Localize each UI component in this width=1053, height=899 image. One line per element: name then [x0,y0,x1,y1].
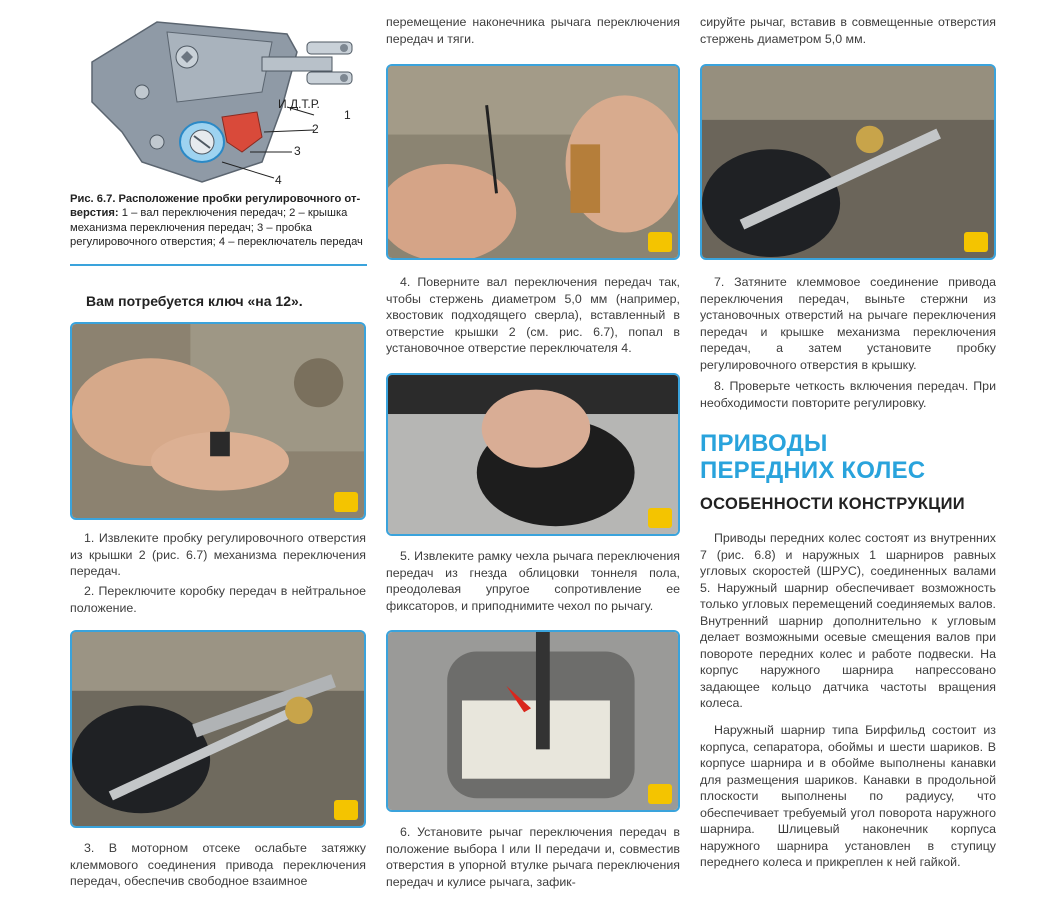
step8-text: 8. Проверьте четкость включения передач. При необходимости повторите регулировку. [700,379,996,410]
figure-caption [70,192,367,249]
callout-idtr: И Д.Т.Р. [278,97,320,111]
section-paragraph-2: Наружный шарнир типа Бирфильд состоит из корпуса, сепаратора, обоймы и шести шариков. В корпусе шарнира и в обойме выполнены канавки для размещения шариков. Канавки в продольной плоскости выполнены по радиусу, что обеспечивает требуемый угол поворота наружного шарнира. Шлицевый наконечник корпуса наружного шарнира установлен в ступицу переднего колеса и прикреплен к ней гайкой. [700,723,996,869]
section-title-line1: ПРИВОДЫ [700,430,828,457]
tool-badge [334,800,358,820]
photo-step7 [700,64,996,260]
caption-body: 1 – вал переключения передач; 2 – крышка механизма переключения передач; 3 – пробка регулировочного отверстия; 4 – переключатель передач [70,207,363,248]
gearbox-diagram [82,12,367,187]
step3-text: 3. В моторном отсеке ослабьте затяжку клеммового соединения привода переключения передач, обеспечив свободное взаимное [70,841,366,888]
step6-text: 6. Установите рычаг переключения передач в положение выбора I или II передачи и, совместив отверстия в упорной втулке рычага переключения передач и кулисе рычага, зафик- [386,825,680,889]
section-subtitle: ОСОБЕННОСТИ КОНСТРУКЦИИ [700,495,965,513]
step4-text: 4. Поверните вал переключения передач так, чтобы стержень диаметром 5,0 мм (например, хвостовик подходящего сверла), вставленный в отверстие крышки 2 (см. рис. 6.7), попал в установочное отверстие переключателя 4. [386,275,680,355]
photo-step6 [386,630,680,812]
section-title-line2: ПЕРЕДНИХ КОЛЕС [700,457,926,484]
photo-step1 [70,322,366,520]
tool-badge [964,232,988,252]
photo-step5 [386,373,680,536]
section-paragraph-1: Приводы передних колес состоят из внутренних 7 (рис. 6.8) и наружных 1 шарниров равных угловых скоростей (ШРУС), соединенных валами 5. Наружный шарнир обеспечивает возможность только угловых перемещений соединяемых валов. Внутренний шарнир дополнительно к угловым делает возможными осевые смещения валов при повороте передних колес и работе подвески. На корпус наружного шарнира напрессовано задающее кольцо датчика частоты вращения колеса. [700,531,996,710]
section-title [700,430,925,484]
step2-text: 2. Переключите коробку передач в нейтральное положение. [70,584,366,615]
tool-badge [334,492,358,512]
callout-4: 4 [275,173,282,187]
photo-step4 [386,64,680,260]
photo-step3 [70,630,366,828]
step-continuation-mid: перемещение наконечника рычага переключения передач и тяги. [386,15,680,46]
step7-text: 7. Затяните клеммовое соединение привода переключения передач, выньте стержни из установочных отверстий на рычаге переключения передач и крышке механизма переключения передач, а затем установите пробку регулировочного отверстия в крышку. [700,275,996,372]
callout-2: 2 [312,122,319,136]
tool-badge [648,232,672,252]
caption-title: Рис. 6.7. Расположение пробки регулировочного от-верстия: [70,193,361,220]
tool-badge [648,784,672,804]
caption-rule [70,264,367,266]
tool-requirement: Вам потребуется ключ «на 12». [86,293,303,309]
tool-badge [648,508,672,528]
step-continuation-right: сируйте рычаг, вставив в совмещенные отверстия стержень диаметром 5,0 мм. [700,15,996,46]
callout-1: 1 [344,108,351,122]
callout-3: 3 [294,144,301,158]
step1-text: 1. Извлеките пробку регулировочного отверстия из крышки 2 (рис. 6.7) механизма переключения передач. [70,531,366,578]
step5-text: 5. Извлеките рамку чехла рычага переключения передач из гнезда облицовки тоннеля пола, преодолевая упругое сопротивление ее фиксаторов, и приподнимите чехол по рычагу. [386,549,680,613]
